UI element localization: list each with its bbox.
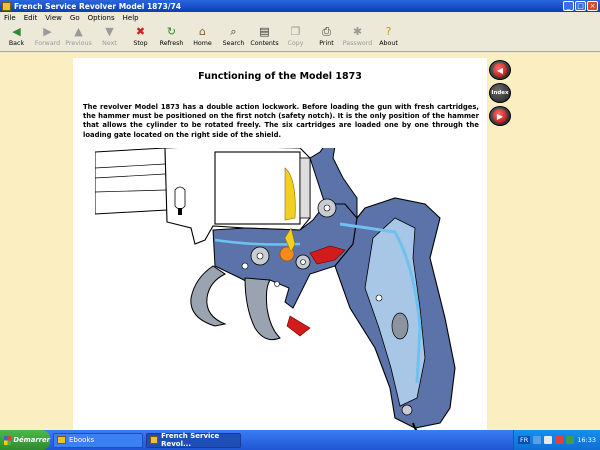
taskbar <box>0 430 600 450</box>
antivirus-icon[interactable] <box>566 436 574 444</box>
menu-go[interactable]: Go <box>69 13 80 22</box>
barrel <box>95 148 167 214</box>
document-page <box>73 58 487 430</box>
index-button[interactable] <box>489 83 511 103</box>
print-button[interactable] <box>311 23 342 47</box>
next-icon: ▼ <box>105 25 114 38</box>
next-label: Next <box>102 40 117 47</box>
refresh-button[interactable] <box>156 23 187 47</box>
shield-icon[interactable] <box>555 436 563 444</box>
title-bar[interactable] <box>0 0 600 12</box>
menu-bar <box>0 12 600 23</box>
app-icon <box>2 2 11 11</box>
page-heading: Functioning of the Model 1873 <box>198 71 362 82</box>
about-button[interactable] <box>373 23 404 47</box>
revolver-cutaway-illustration <box>95 148 490 430</box>
copy-icon: ❐ <box>290 25 301 38</box>
previous-label: Previous <box>65 40 92 47</box>
previous-page-button[interactable] <box>489 60 511 80</box>
print-label: Print <box>319 40 334 47</box>
search-button[interactable] <box>218 23 249 47</box>
close-button[interactable]: × <box>587 1 598 11</box>
stop-label: Stop <box>133 40 148 47</box>
contents-label: Contents <box>250 40 279 47</box>
volume-icon[interactable] <box>544 436 552 444</box>
home-button[interactable] <box>187 23 218 47</box>
stop-button[interactable] <box>125 23 156 47</box>
trigger <box>245 278 280 340</box>
refresh-icon: ↻ <box>166 25 177 38</box>
clock[interactable]: 16:33 <box>577 436 596 444</box>
contents-button[interactable] <box>249 23 280 47</box>
page-paragraph: The revolver Model 1873 has a double action lockwork. Before loading the gun with fresh cartridges, the hammer must be positioned on the first notch (safety notch). It is the only position of the hammer that allows the cylinder to be rotated freely. The six cartridges are loaded one by one through the loading gate located on the right side of the shield. <box>83 103 479 139</box>
language-indicator[interactable]: FR <box>520 436 529 444</box>
menu-file[interactable]: File <box>4 13 16 22</box>
search-label: Search <box>222 40 245 47</box>
back-label: Back <box>8 40 25 47</box>
menu-edit[interactable]: Edit <box>23 13 38 22</box>
previous-icon: ▲ <box>74 25 83 38</box>
arrow-right-icon: ▶ <box>496 111 504 121</box>
network-icon[interactable] <box>533 436 541 444</box>
stop-icon: ✖ <box>135 25 146 38</box>
password-button[interactable] <box>342 23 373 47</box>
forward-icon: ▶ <box>43 25 52 38</box>
task-revolver[interactable] <box>146 433 241 448</box>
arrow-left-icon: ◀ <box>496 65 504 75</box>
copy-button[interactable] <box>280 23 311 47</box>
menu-help[interactable]: Help <box>122 13 139 22</box>
content-area <box>0 53 600 430</box>
print-icon: ⎙ <box>322 25 331 38</box>
about-icon: ? <box>385 25 392 38</box>
task-revolver-label: French Service Revol... <box>161 432 220 448</box>
trigger-guard <box>191 266 225 326</box>
next-page-button[interactable] <box>489 106 511 126</box>
task-ebooks-label: Ebooks <box>69 436 95 444</box>
maximize-button[interactable]: □ <box>575 1 586 11</box>
refresh-label: Refresh <box>159 40 184 47</box>
index-label: Index <box>491 90 509 96</box>
folder-icon <box>57 436 66 444</box>
password-icon: ✱ <box>352 25 363 38</box>
toolbar <box>0 23 600 52</box>
start-button[interactable] <box>0 430 50 450</box>
home-icon: ⌂ <box>199 25 206 38</box>
minimize-button[interactable]: _ <box>563 1 574 11</box>
next-button[interactable] <box>94 23 125 47</box>
book-icon <box>150 436 158 444</box>
forward-button[interactable] <box>32 23 63 47</box>
password-label: Password <box>342 40 373 47</box>
contents-icon: ▤ <box>259 25 270 38</box>
previous-button[interactable] <box>63 23 94 47</box>
windows-logo-icon <box>4 436 11 445</box>
start-label: Démarrer <box>13 436 50 444</box>
home-label: Home <box>193 40 212 47</box>
forward-label: Forward <box>34 40 61 47</box>
copy-label: Copy <box>287 40 304 47</box>
back-button[interactable] <box>1 23 32 47</box>
search-icon: ⌕ <box>230 25 237 38</box>
menu-options[interactable]: Options <box>87 13 115 22</box>
menu-view[interactable]: View <box>45 13 62 22</box>
about-label: About <box>379 40 398 47</box>
page-navigation <box>489 60 511 126</box>
back-icon: ◀ <box>12 25 21 38</box>
task-ebooks[interactable] <box>53 433 143 448</box>
window-title: French Service Revolver Model 1873/74 <box>14 1 182 11</box>
system-tray <box>513 430 600 450</box>
